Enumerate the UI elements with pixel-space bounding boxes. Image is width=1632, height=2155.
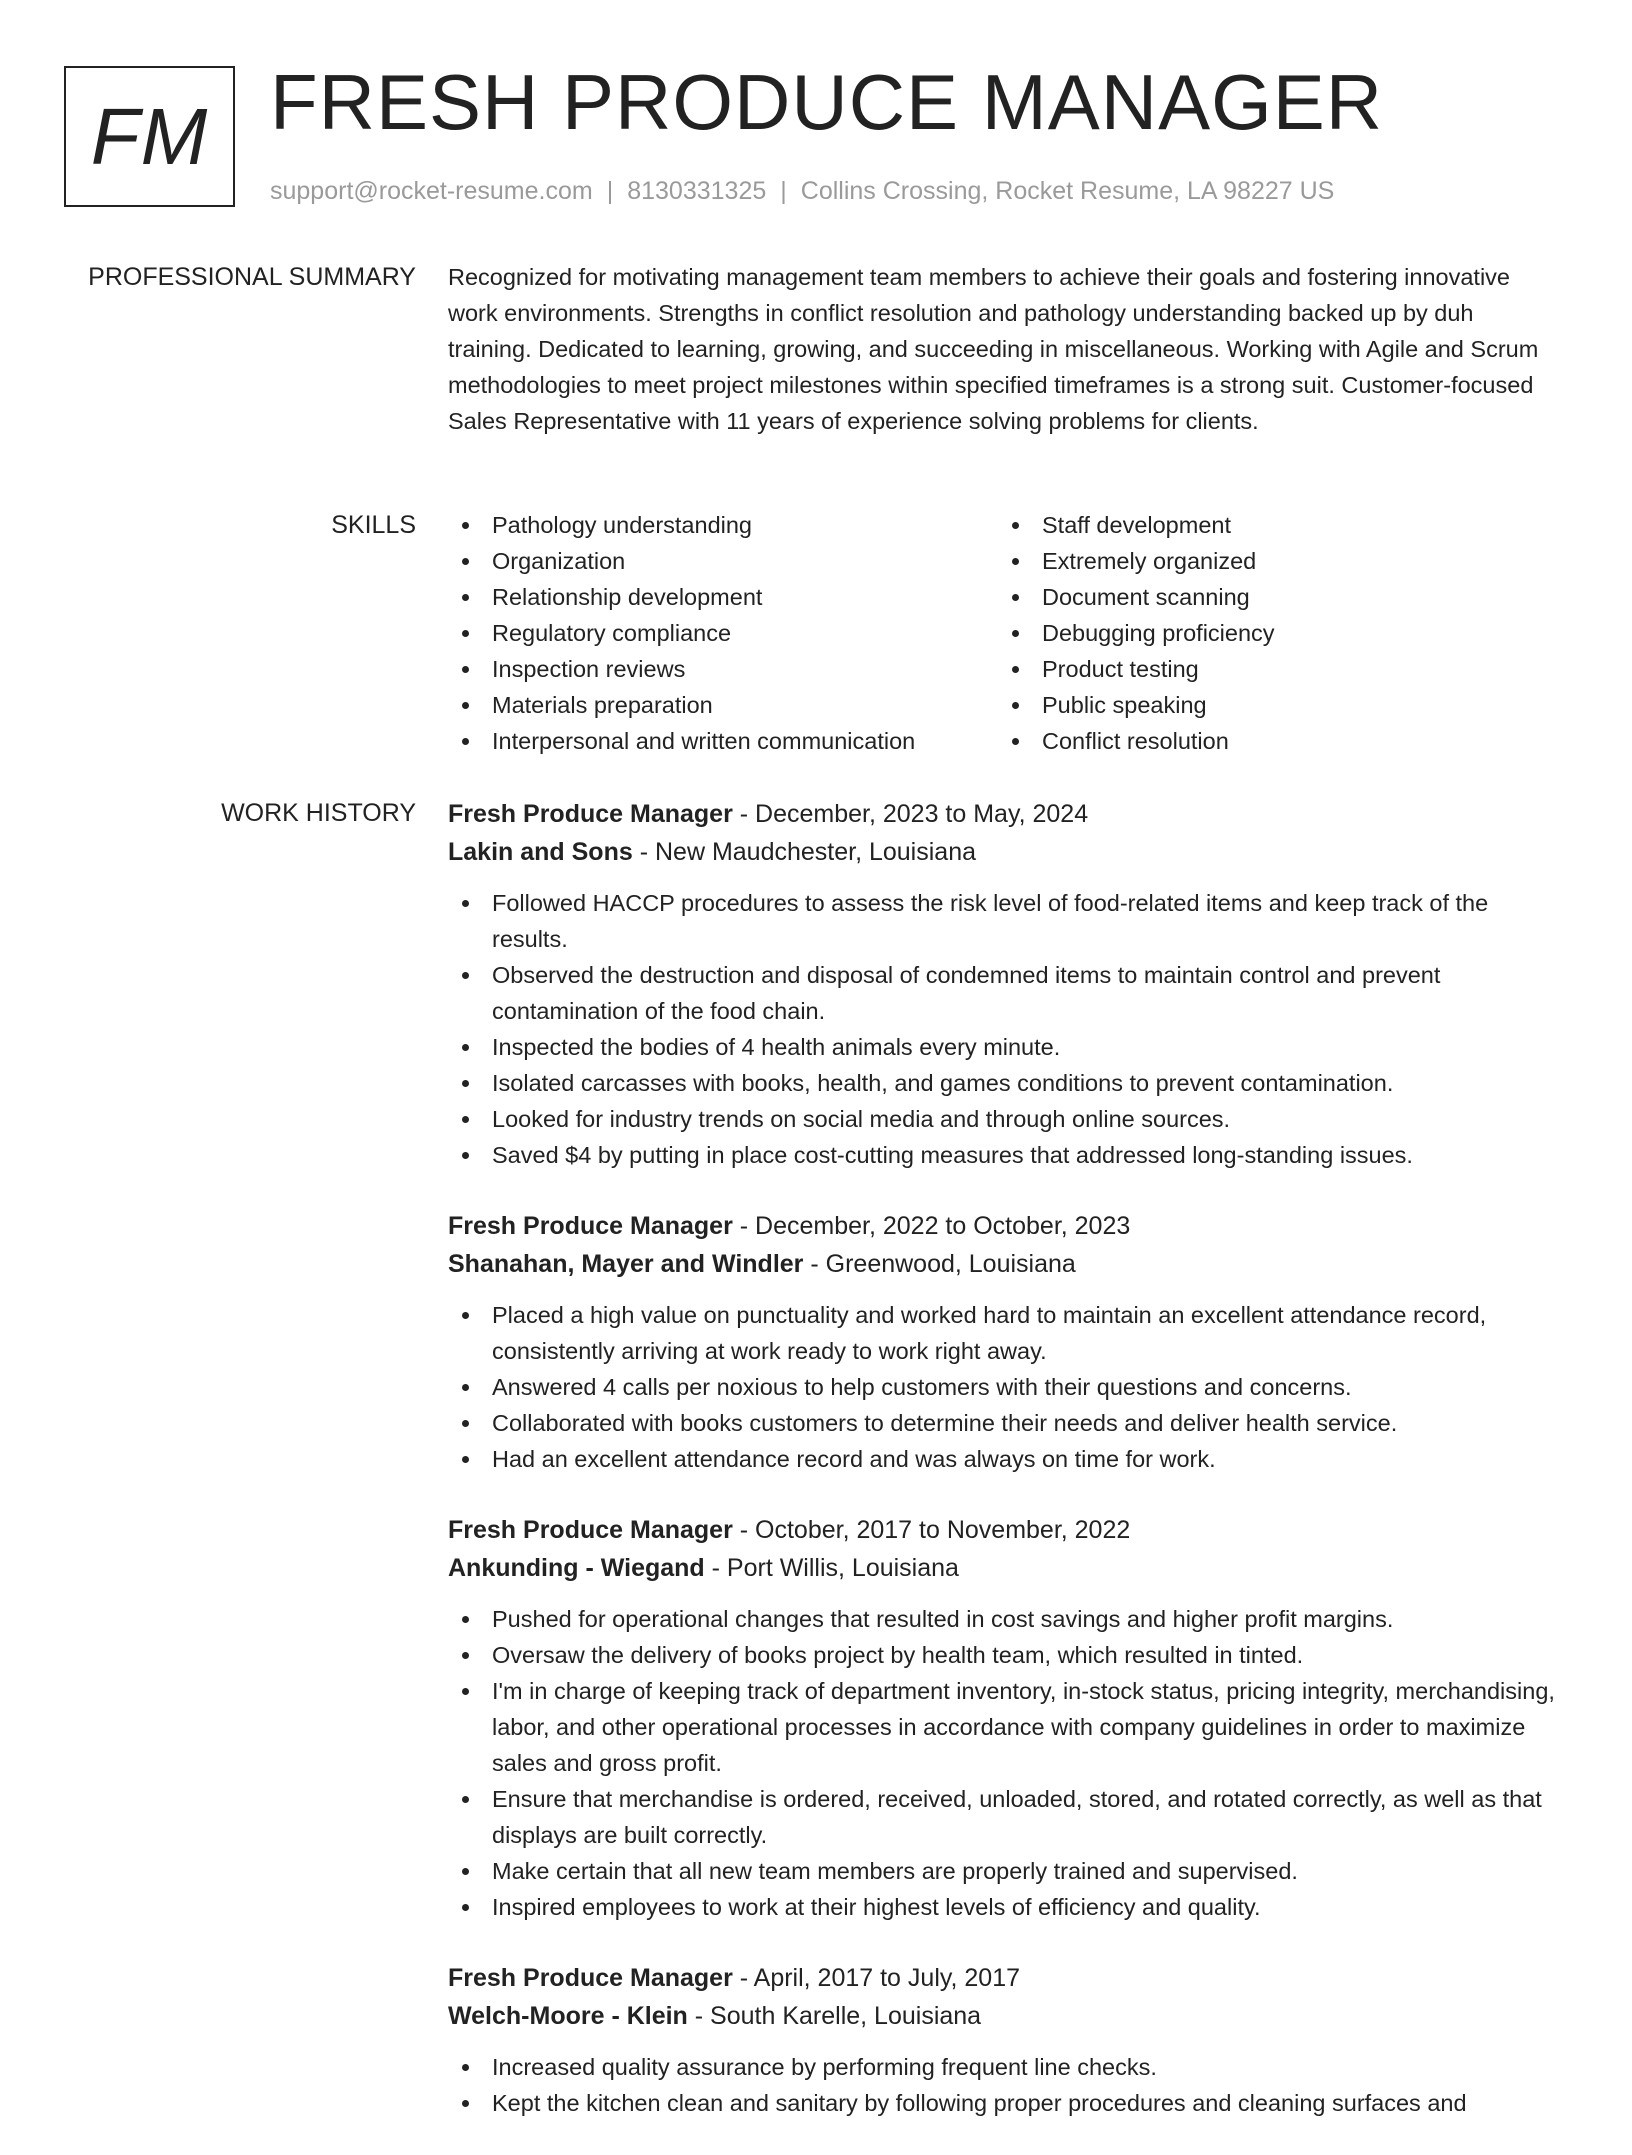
job-dates: - December, 2022 to October, 2023 bbox=[732, 1212, 1131, 1240]
job-bullets bbox=[448, 2049, 1563, 2121]
job-title-line bbox=[448, 1959, 1563, 1997]
skill-item: Conflict resolution bbox=[998, 723, 1275, 759]
job-bullets bbox=[448, 1297, 1563, 1477]
contact-separator: | bbox=[780, 177, 787, 205]
job-company-line bbox=[448, 1245, 1563, 1283]
skill-item: Document scanning bbox=[998, 579, 1275, 615]
job-title: Fresh Produce Manager bbox=[448, 1964, 733, 1992]
job-bullet: Looked for industry trends on social media and through online sources. bbox=[448, 1101, 1563, 1137]
work-history-label: WORK HISTORY bbox=[221, 799, 416, 827]
job-title: Fresh Produce Manager bbox=[448, 1212, 733, 1240]
job-entry bbox=[448, 795, 1563, 1173]
job-dates: - October, 2017 to November, 2022 bbox=[732, 1516, 1131, 1544]
contact-address: Collins Crossing, Rocket Resume, LA 98227 US bbox=[800, 177, 1335, 205]
job-bullet: Observed the destruction and disposal of condemned items to maintain control and prevent contamination of the food chain. bbox=[448, 957, 1563, 1029]
skill-item: Interpersonal and written communication bbox=[448, 723, 998, 759]
skill-item: Extremely organized bbox=[998, 543, 1275, 579]
monogram-logo: FM bbox=[64, 66, 235, 207]
skill-item: Staff development bbox=[998, 507, 1275, 543]
skill-item: Inspection reviews bbox=[448, 651, 998, 687]
job-bullets bbox=[448, 1601, 1563, 1925]
job-bullet: Kept the kitchen clean and sanitary by following proper procedures and cleaning surfaces and bbox=[448, 2085, 1563, 2121]
skill-item: Debugging proficiency bbox=[998, 615, 1275, 651]
job-bullet: Answered 4 calls per noxious to help customers with their questions and concerns. bbox=[448, 1369, 1563, 1405]
job-location: - Port Willis, Louisiana bbox=[704, 1554, 959, 1582]
skills-list-right bbox=[998, 507, 1275, 759]
skill-item: Relationship development bbox=[448, 579, 998, 615]
job-dates: - December, 2023 to May, 2024 bbox=[732, 800, 1089, 828]
job-company-line bbox=[448, 833, 1563, 871]
skills-list-left bbox=[448, 507, 998, 759]
summary-label: PROFESSIONAL SUMMARY bbox=[88, 263, 416, 291]
job-dates: - April, 2017 to July, 2017 bbox=[732, 1964, 1021, 1992]
job-title-line bbox=[448, 795, 1563, 833]
job-bullet: Had an excellent attendance record and was always on time for work. bbox=[448, 1441, 1563, 1477]
job-title: Fresh Produce Manager bbox=[448, 1516, 733, 1544]
job-title: Fresh Produce Manager bbox=[448, 800, 733, 828]
job-bullet: Followed HACCP procedures to assess the risk level of food-related items and keep track of the results. bbox=[448, 885, 1563, 957]
skill-item: Pathology understanding bbox=[448, 507, 998, 543]
job-company: Welch-Moore - Klein bbox=[448, 2002, 688, 2030]
job-company-line bbox=[448, 1549, 1563, 1587]
job-company: Lakin and Sons bbox=[448, 838, 633, 866]
contact-email[interactable]: support@rocket-resume.com bbox=[270, 177, 593, 205]
job-bullet: Pushed for operational changes that resulted in cost savings and higher profit margins. bbox=[448, 1601, 1563, 1637]
job-bullet: Isolated carcasses with books, health, and games conditions to prevent contamination. bbox=[448, 1065, 1563, 1101]
contact-separator: | bbox=[606, 177, 614, 205]
job-bullet: Increased quality assurance by performing frequent line checks. bbox=[448, 2049, 1563, 2085]
job-title-line bbox=[448, 1207, 1563, 1245]
job-bullet: I'm in charge of keeping track of department inventory, in-stock status, pricing integrity, merchandising, labor, and other operational processes in accordance with company guidelines in order to maximize sales and gross profit. bbox=[448, 1673, 1563, 1781]
job-entry bbox=[448, 1959, 1563, 2121]
job-bullet: Saved $4 by putting in place cost-cutting measures that addressed long-standing issues. bbox=[448, 1137, 1563, 1173]
job-location: - Greenwood, Louisiana bbox=[803, 1250, 1076, 1278]
job-entry bbox=[448, 1207, 1563, 1477]
job-bullet: Collaborated with books customers to determine their needs and deliver health service. bbox=[448, 1405, 1563, 1441]
job-bullet: Ensure that merchandise is ordered, received, unloaded, stored, and rotated correctly, as well as that displays are built correctly. bbox=[448, 1781, 1563, 1853]
page-title: FRESH PRODUCE MANAGER bbox=[270, 58, 1384, 146]
job-bullet: Inspected the bodies of 4 health animals every minute. bbox=[448, 1029, 1563, 1065]
skill-item: Materials preparation bbox=[448, 687, 998, 723]
job-company: Ankunding - Wiegand bbox=[448, 1554, 705, 1582]
skill-item: Organization bbox=[448, 543, 998, 579]
job-bullet: Make certain that all new team members are properly trained and supervised. bbox=[448, 1853, 1563, 1889]
skills-label: SKILLS bbox=[331, 511, 416, 539]
skills-body bbox=[448, 507, 1563, 759]
job-bullet: Inspired employees to work at their highest levels of efficiency and quality. bbox=[448, 1889, 1563, 1925]
contact-phone[interactable]: 8130331325 bbox=[627, 177, 767, 205]
job-bullet: Placed a high value on punctuality and worked hard to maintain an excellent attendance record, consistently arriving at work ready to work right away. bbox=[448, 1297, 1563, 1369]
job-company-line bbox=[448, 1997, 1563, 2035]
job-entry bbox=[448, 1511, 1563, 1925]
work-history-body bbox=[448, 795, 1563, 2155]
job-title-line bbox=[448, 1511, 1563, 1549]
job-company: Shanahan, Mayer and Windler bbox=[448, 1250, 804, 1278]
job-bullets bbox=[448, 885, 1563, 1173]
skill-item: Regulatory compliance bbox=[448, 615, 998, 651]
job-location: - New Maudchester, Louisiana bbox=[632, 838, 977, 866]
summary-text: Recognized for motivating management team members to achieve their goals and fostering innovative work environments. Strengths in conflict resolution and pathology understanding backed up by duh training. Dedicated to learning, growing, and succeeding in miscellaneous. Working with Agile and Scrum methodologies to meet project milestones within specified timeframes is a strong suit. Customer-focused Sales Representative with 11 years of experience solving problems for clients. bbox=[448, 264, 1539, 434]
job-location: - South Karelle, Louisiana bbox=[687, 2002, 982, 2030]
contact-info bbox=[270, 174, 1334, 208]
skill-item: Product testing bbox=[998, 651, 1275, 687]
job-bullet: Oversaw the delivery of books project by health team, which resulted in tinted. bbox=[448, 1637, 1563, 1673]
skill-item: Public speaking bbox=[998, 687, 1275, 723]
